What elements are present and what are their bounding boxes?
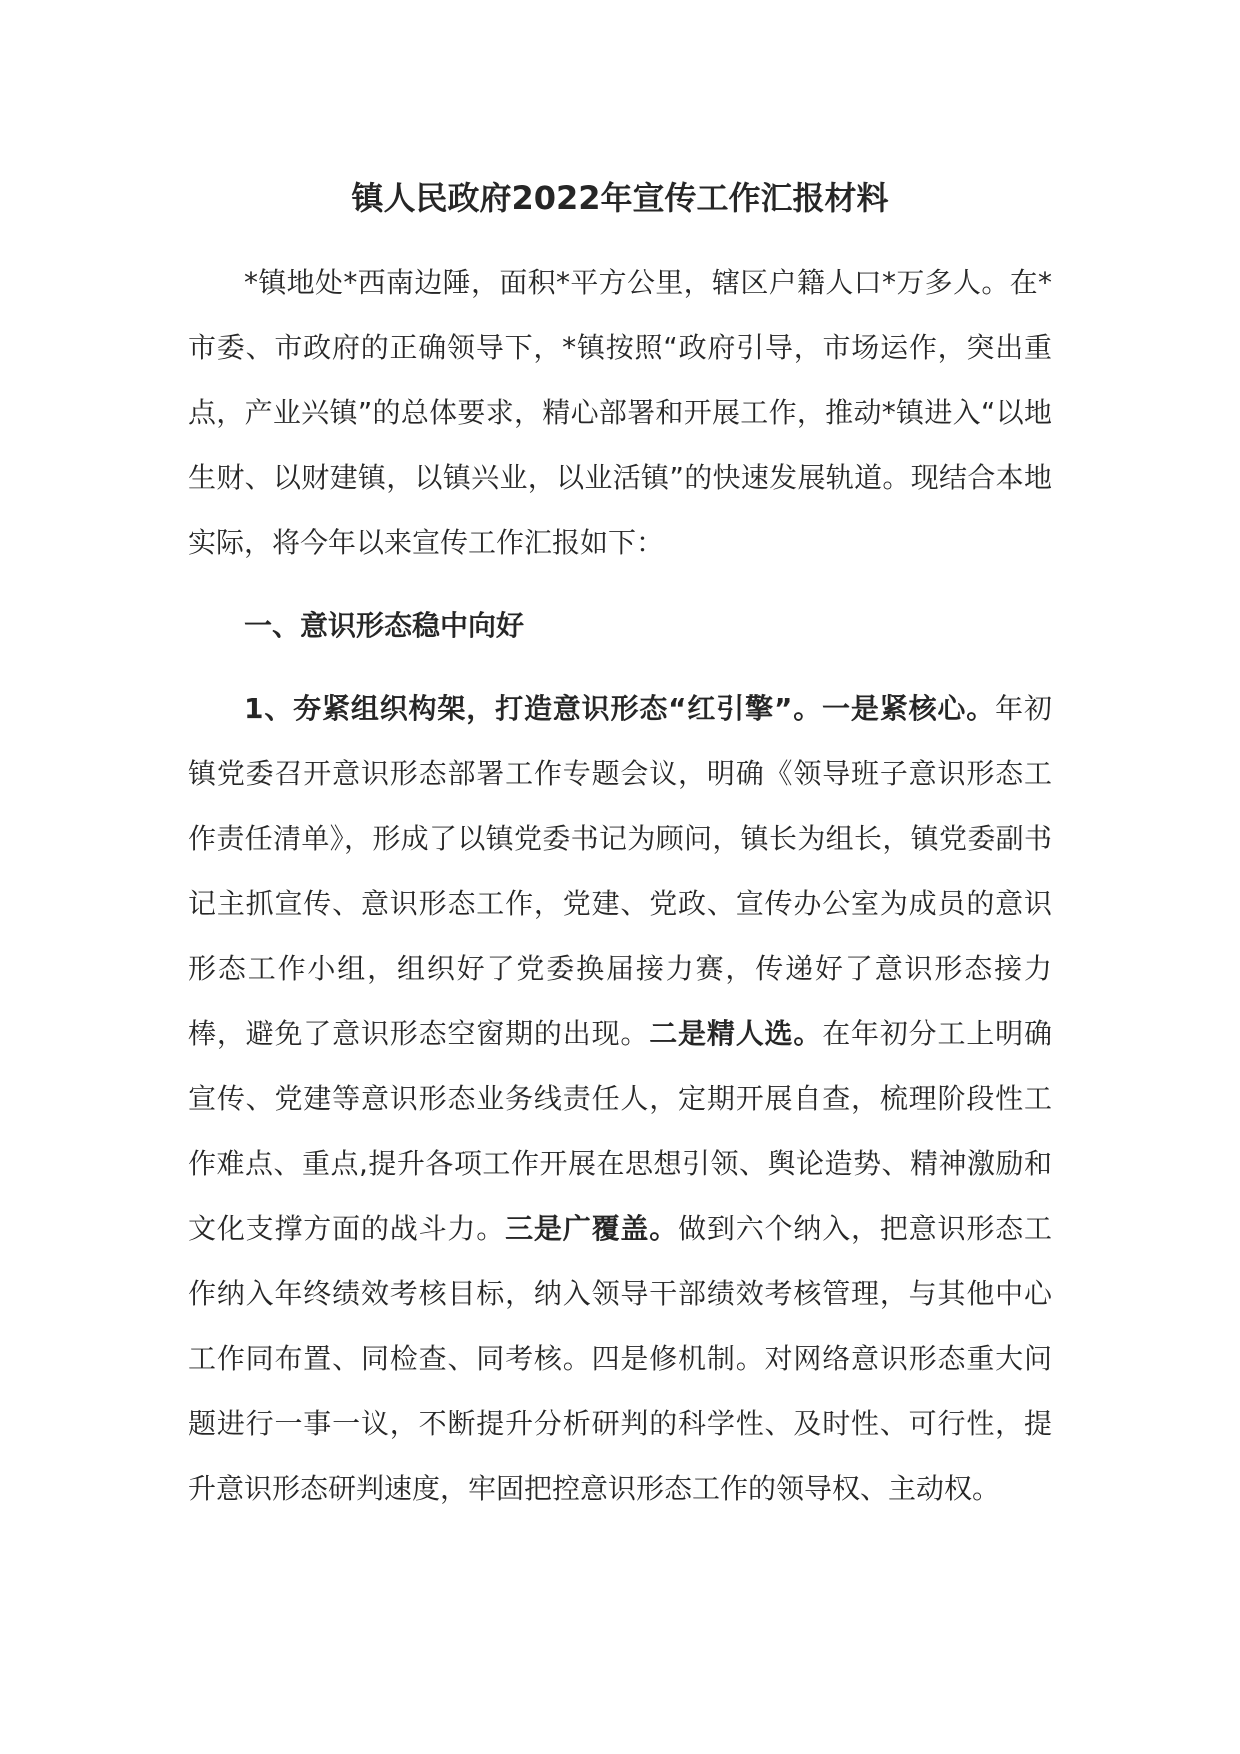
sub-text-1: 年初镇党委召开意识形态部署工作专题会议，明确《领导班子意识形态工作责任清单》，形成了以镇党委书记为顾问，镇长为组长，镇党委副书记主抓宣传、意识形态工作，党建、党政、宣传办公室为成员的意识形态工作小组，组织好了党委换届接力赛，传递好了意识形态接力棒，避免了意识形态空窗期的出现。 — [188, 692, 1052, 1050]
document-body — [188, 250, 1052, 1521]
document-title: 镇人民政府2022年宣传工作汇报材料 — [351, 179, 889, 217]
sub-label-3: 三是广覆盖。 — [505, 1212, 679, 1245]
intro-paragraph: *镇地处*西南边陲，面积*平方公里，辖区户籍人口*万多人。在*市委、市政府的正确领导下，*镇按照“政府引导，市场运作，突出重点，产业兴镇”的总体要求，精心部署和开展工作，推动*镇进入“以地生财、以财建镇，以镇兴业，以业活镇”的快速发展轨道。现结合本地实际，将今年以来宣传工作汇报如下： — [188, 266, 1052, 559]
point-paragraph — [188, 676, 1052, 1521]
sub-text-2: 在年初分工上明确宣传、党建等意识形态业务线责任人，定期开展自查，梳理阶段性工作难点、重点,提升各项工作开展在思想引领、舆论造势、精神激励和文化支撑方面的战斗力。 — [188, 1017, 1052, 1245]
sub-label-2: 二是精人选。 — [649, 1017, 823, 1050]
section-heading: 一、意识形态稳中向好 — [244, 609, 525, 642]
sub-text-3: 做到六个纳入，把意识形态工作纳入年终绩效考核目标，纳入领导干部绩效考核管理，与其他中心工作同布置、同检查、同考核。四是修机制。对网络意识形态重大问题进行一事一议，不断提升分析研判的科学性、及时性、可行性，提升意识形态研判速度，牢固把控意识形态工作的领导权、主动权。 — [188, 1212, 1052, 1505]
point-lead: 1、夯紧组织构架，打造意识形态“红引擎”。 — [244, 692, 823, 725]
sub-label-1: 一是紧核心。 — [822, 692, 996, 725]
